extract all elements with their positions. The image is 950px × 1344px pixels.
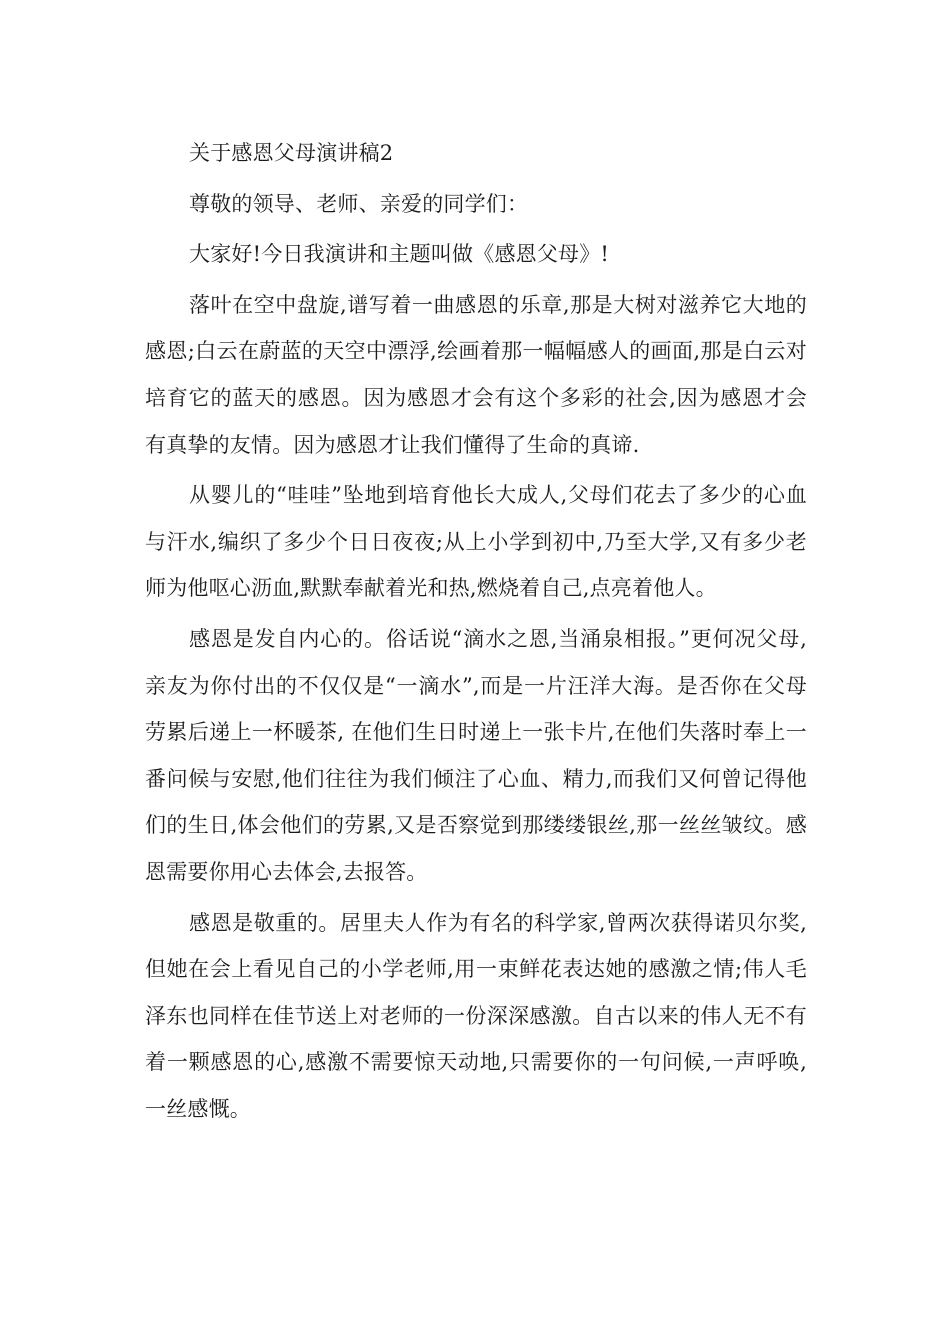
greeting: 大家好!今日我演讲和主题叫做《感恩父母》!	[189, 242, 610, 267]
document-title: 关于感恩父母演讲稿2	[189, 141, 394, 165]
document-body	[145, 130, 807, 1132]
salutation: 尊敬的领导、老师、亲爱的同学们：	[189, 191, 529, 216]
paragraph-3: 感恩是发自内心的。俗话说“滴水之恩,当涌泉相报。”更何况父母,亲友为你付出的不仅仅是“一滴水”,而是一片汪洋大海。是否你在父母劳累后递上一杯暖茶, 在他们生日时递上一张卡片,在他们失落时奉上一番问候与安慰,他们往往为我们倾注了心血、精力,而我们又何曾记得他们的生日,体会他们的劳累,又是否察觉到那缕缕银丝,那一丝丝皱纹。感恩需要你用心去体会,去报答。	[145, 626, 807, 884]
paragraph-1: 落叶在空中盘旋,谱写着一曲感恩的乐章,那是大树对滋养它大地的感恩;白云在蔚蓝的天空中漂浮,绘画着那一幅幅感人的画面,那是白云对培育它的蓝天的感恩。因为感恩才会有这个多彩的社会,因为感恩才会有真挚的友情。因为感恩才让我们懂得了生命的真谛.	[145, 292, 807, 457]
paragraph-2: 从婴儿的“哇哇”坠地到培育他长大成人,父母们花去了多少的心血与汗水,编织了多少个日日夜夜;从上小学到初中,乃至大学,又有多少老师为他呕心沥血,默默奉献着光和热,燃烧着自己,点亮着他人。	[145, 483, 807, 601]
paragraph-4: 感恩是敬重的。居里夫人作为有名的科学家,曾两次获得诺贝尔奖,但她在会上看见自己的小学老师,用一束鲜花表达她的感激之情;伟人毛泽东也同样在佳节送上对老师的一份深深感激。自古以来的伟人无不有着一颗感恩的心,感激不需要惊天动地,只需要你的一句问候,一声呼唤,一丝感慨。	[145, 910, 807, 1121]
